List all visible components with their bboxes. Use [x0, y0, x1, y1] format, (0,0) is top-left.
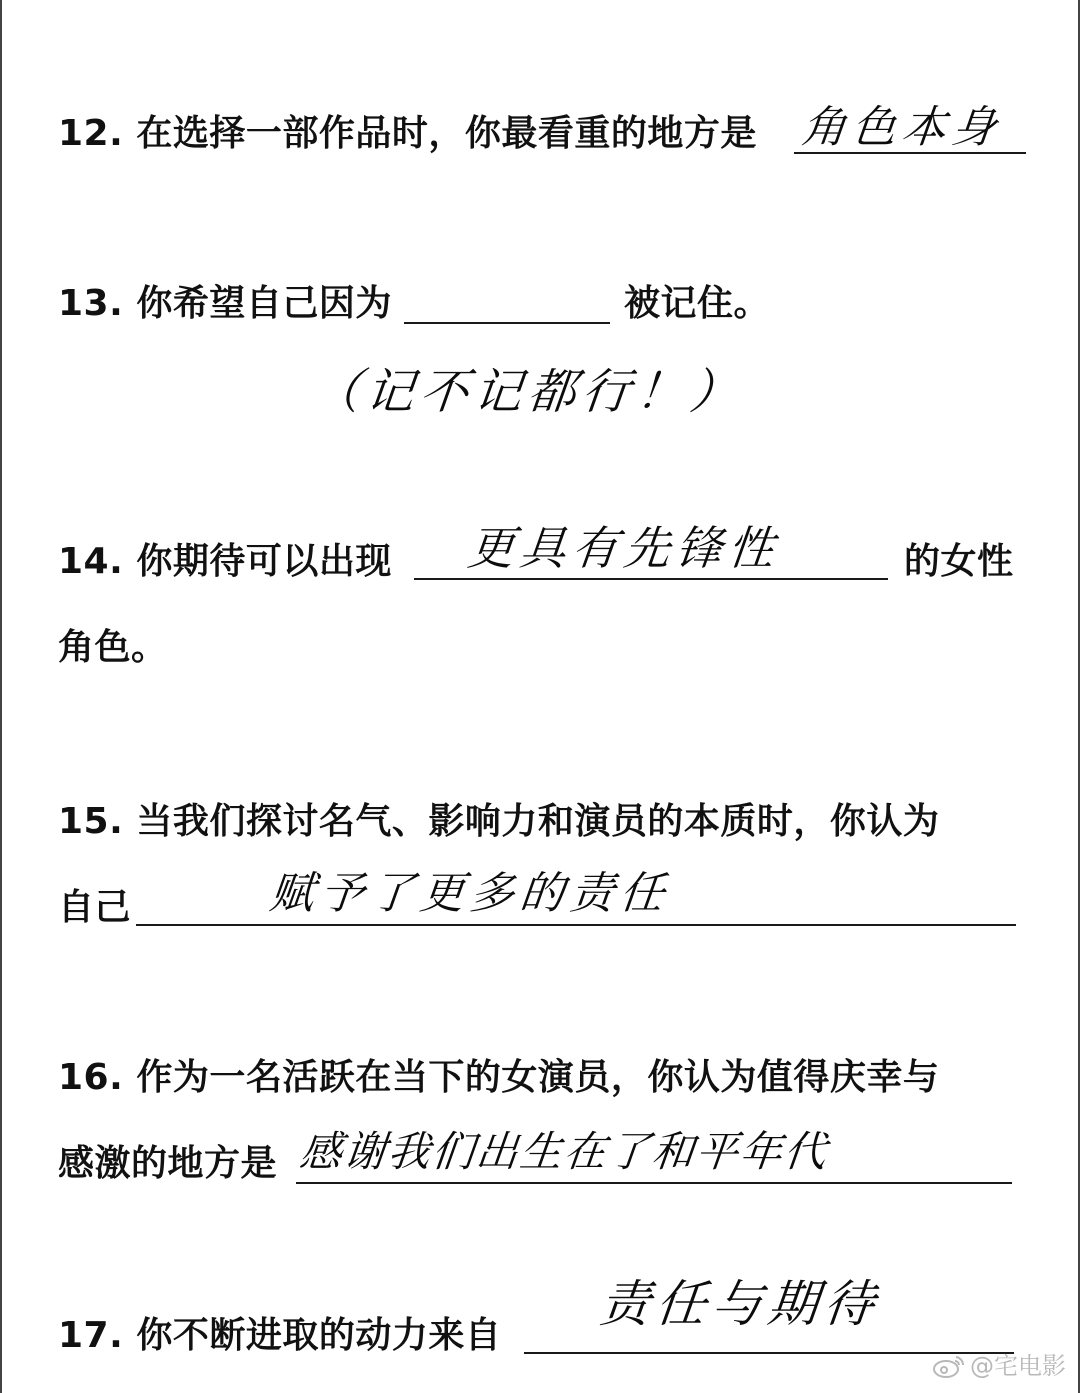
question-text-line2: 自己: [58, 887, 132, 928]
handwritten-answer-12: 角色本身: [799, 102, 1005, 153]
question-number: 17.: [58, 1315, 124, 1356]
handwritten-answer-17: 责任与期待: [596, 1275, 884, 1333]
handwritten-answer-13: （记不记都行！）: [309, 364, 747, 420]
answer-blank: [414, 578, 888, 580]
question-13: [58, 282, 392, 326]
question-text: 在选择一部作品时，你最看重的地方是: [136, 113, 757, 154]
handwritten-answer-14: 更具有先锋性: [465, 521, 783, 575]
question-17: [58, 1314, 501, 1358]
weibo-icon: [932, 1353, 966, 1379]
question-text-after: 被记住。: [624, 283, 771, 324]
watermark-text: @宅电影: [970, 1352, 1066, 1380]
question-text-line2: 感激的地方是: [58, 1143, 278, 1184]
question-14: [58, 540, 392, 584]
page-border-left: [0, 0, 2, 1393]
handwritten-answer-16: 感谢我们出生在了和平年代: [297, 1127, 831, 1176]
question-text: 你不断进取的动力来自: [136, 1315, 502, 1356]
question-number: 16.: [58, 1057, 124, 1098]
question-text: 当我们探讨名气、影响力和演员的本质时，你认为: [136, 801, 940, 842]
question-text-line2: 角色。: [58, 627, 168, 668]
question-number: 14.: [58, 541, 124, 582]
handwritten-answer-15: 赋予了更多的责任: [267, 868, 673, 919]
question-15: [58, 800, 939, 844]
answer-blank: [136, 924, 1016, 926]
answer-blank: [404, 322, 610, 324]
question-text: 你期待可以出现: [136, 541, 392, 582]
question-12: [58, 112, 757, 156]
question-number: 13.: [58, 283, 124, 324]
question-text-after: 的女性: [904, 541, 1014, 582]
watermark: [932, 1351, 1066, 1381]
question-text: 作为一名活跃在当下的女演员，你认为值得庆幸与: [136, 1057, 940, 1098]
answer-blank: [296, 1182, 1012, 1184]
question-number: 12.: [58, 113, 124, 154]
question-text: 你希望自己因为: [136, 283, 392, 324]
question-16: [58, 1056, 939, 1100]
question-number: 15.: [58, 801, 124, 842]
